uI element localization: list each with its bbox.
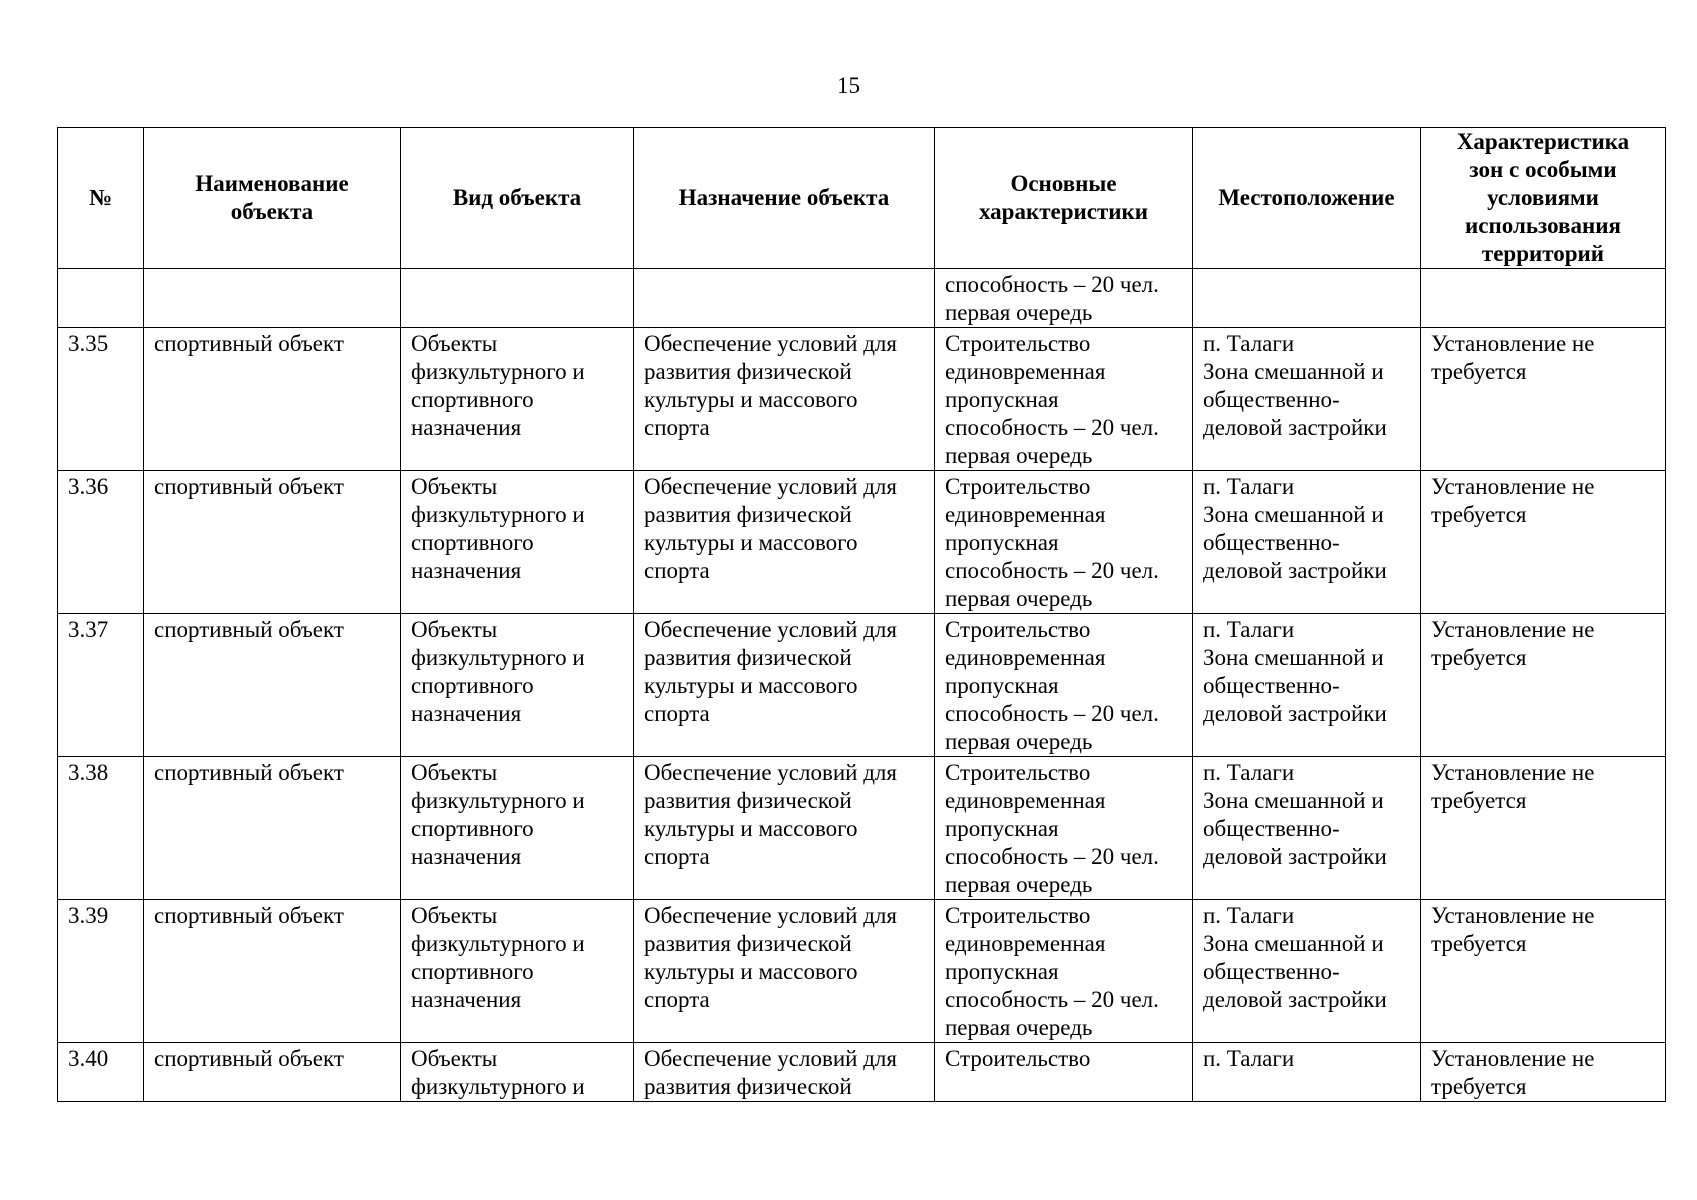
cell-text-line: пропускная: [945, 673, 1059, 698]
cell-main-characteristics: [935, 471, 1193, 614]
cell-object-type: [401, 328, 634, 471]
cell-text-line: Наименование: [195, 171, 349, 196]
cell-text-line: назначения: [411, 701, 522, 726]
cell-object-name: [144, 471, 401, 614]
cell-text-line: единовременная: [945, 645, 1106, 670]
cell-text-line: Объекты: [411, 903, 498, 928]
cell-object-type: [401, 269, 634, 328]
cell-text-line: №: [88, 185, 113, 210]
cell-text-line: физкультурного и: [411, 359, 585, 384]
cell-text-line: развития физической: [644, 645, 852, 670]
cell-text-line: назначения: [411, 415, 522, 440]
cell-text-line: Установление не: [1431, 474, 1595, 499]
cell-main-characteristics: [935, 757, 1193, 900]
cell-text-line: Строительство: [945, 903, 1091, 928]
cell-location: [1193, 269, 1421, 328]
cell-text-line: Строительство: [945, 474, 1091, 499]
cell-text-line: физкультурного и: [411, 502, 585, 527]
cell-text-line: спортивный объект: [154, 474, 344, 499]
cell-text-line: 3.40: [68, 1046, 109, 1071]
cell-text-line: требуется: [1431, 931, 1527, 956]
cell-object-name: [144, 328, 401, 471]
cell-text-line: Строительство: [945, 760, 1091, 785]
cell-text-line: п. Талаги: [1203, 1046, 1295, 1071]
cell-text-line: п. Талаги: [1203, 617, 1295, 642]
cell-text-line: физкультурного и: [411, 931, 585, 956]
cell-text-line: деловой застройки: [1203, 415, 1387, 440]
cell-number: [58, 757, 144, 900]
cell-text-line: назначения: [411, 987, 522, 1012]
table-body: [58, 269, 1666, 1102]
cell-text-line: первая очередь: [945, 443, 1093, 468]
cell-special-zones: [1421, 328, 1666, 471]
cell-object-name: [144, 614, 401, 757]
cell-text-line: деловой застройки: [1203, 987, 1387, 1012]
cell-object-name: [144, 269, 401, 328]
table-row: [58, 471, 1666, 614]
cell-text-line: Назначение объекта: [678, 185, 890, 210]
cell-text-line: условиями: [1487, 185, 1599, 210]
cell-text-line: спортивный объект: [154, 760, 344, 785]
cell-object-type: [401, 614, 634, 757]
cell-location: [1193, 757, 1421, 900]
header-special-zones: [1421, 128, 1666, 269]
cell-text-line: спорта: [644, 415, 710, 440]
table-row: [58, 1043, 1666, 1102]
cell-number: [58, 900, 144, 1043]
cell-text-line: физкультурного и: [411, 1074, 585, 1099]
cell-text-line: деловой застройки: [1203, 844, 1387, 869]
cell-number: [58, 614, 144, 757]
cell-number: [58, 1043, 144, 1102]
cell-text-line: зон с особыми: [1469, 157, 1617, 182]
cell-text-line: спортивный объект: [154, 903, 344, 928]
cell-object-purpose: [634, 1043, 935, 1102]
cell-text-line: Установление не: [1431, 760, 1595, 785]
cell-text-line: первая очередь: [945, 872, 1093, 897]
cell-object-type: [401, 757, 634, 900]
cell-text-line: Строительство: [945, 331, 1091, 356]
cell-text-line: Обеспечение условий для: [644, 617, 897, 642]
cell-text-line: п. Талаги: [1203, 903, 1295, 928]
cell-location: [1193, 614, 1421, 757]
header-location: [1193, 128, 1421, 269]
cell-special-zones: [1421, 1043, 1666, 1102]
cell-text-line: п. Талаги: [1203, 474, 1295, 499]
cell-text-line: способность – 20 чел.: [945, 558, 1159, 583]
cell-text-line: характеристики: [978, 199, 1149, 224]
cell-text-line: спортивного: [411, 673, 534, 698]
table-header: [58, 128, 1666, 269]
cell-text-line: 3.38: [68, 760, 109, 785]
cell-location: [1193, 328, 1421, 471]
cell-special-zones: [1421, 757, 1666, 900]
header-object-name: [144, 128, 401, 269]
cell-text-line: п. Талаги: [1203, 760, 1295, 785]
cell-text-line: Установление не: [1431, 903, 1595, 928]
cell-text-line: развития физической: [644, 359, 852, 384]
cell-text-line: Основные: [1010, 171, 1117, 196]
table-row: [58, 900, 1666, 1043]
cell-main-characteristics: [935, 900, 1193, 1043]
cell-text-line: Строительство: [945, 1046, 1091, 1071]
cell-text-line: деловой застройки: [1203, 701, 1387, 726]
header-object-purpose: [634, 128, 935, 269]
cell-text-line: первая очередь: [945, 300, 1093, 325]
cell-text-line: пропускная: [945, 387, 1059, 412]
cell-text-line: 3.37: [68, 617, 109, 642]
cell-text-line: деловой застройки: [1203, 558, 1387, 583]
cell-text-line: Зона смешанной и: [1203, 359, 1384, 384]
cell-object-type: [401, 900, 634, 1043]
cell-location: [1193, 900, 1421, 1043]
cell-text-line: назначения: [411, 844, 522, 869]
cell-text-line: способность – 20 чел.: [945, 987, 1159, 1012]
cell-object-purpose: [634, 269, 935, 328]
cell-main-characteristics: [935, 328, 1193, 471]
cell-text-line: Обеспечение условий для: [644, 331, 897, 356]
cell-special-zones: [1421, 269, 1666, 328]
cell-text-line: спорта: [644, 987, 710, 1012]
cell-text-line: спортивный объект: [154, 331, 344, 356]
cell-text-line: требуется: [1431, 1074, 1527, 1099]
cell-text-line: Зона смешанной и: [1203, 502, 1384, 527]
cell-text-line: Объекты: [411, 474, 498, 499]
cell-object-purpose: [634, 471, 935, 614]
cell-text-line: Объекты: [411, 760, 498, 785]
cell-text-line: Зона смешанной и: [1203, 931, 1384, 956]
cell-object-type: [401, 471, 634, 614]
cell-text-line: Характеристика: [1456, 129, 1630, 154]
cell-text-line: культуры и массового: [644, 530, 858, 555]
cell-text-line: физкультурного и: [411, 788, 585, 813]
cell-object-name: [144, 1043, 401, 1102]
cell-text-line: 3.36: [68, 474, 109, 499]
cell-main-characteristics: [935, 269, 1193, 328]
cell-location: [1193, 1043, 1421, 1102]
table-row: [58, 614, 1666, 757]
cell-text-line: способность – 20 чел.: [945, 701, 1159, 726]
cell-text-line: способность – 20 чел.: [945, 415, 1159, 440]
cell-text-line: первая очередь: [945, 586, 1093, 611]
cell-text-line: спортивного: [411, 816, 534, 841]
cell-text-line: Установление не: [1431, 1046, 1595, 1071]
cell-object-purpose: [634, 900, 935, 1043]
cell-text-line: Обеспечение условий для: [644, 903, 897, 928]
cell-text-line: требуется: [1431, 359, 1527, 384]
cell-text-line: общественно-: [1203, 959, 1340, 984]
cell-text-line: пропускная: [945, 816, 1059, 841]
cell-text-line: назначения: [411, 558, 522, 583]
cell-text-line: спортивный объект: [154, 1046, 344, 1071]
cell-text-line: Обеспечение условий для: [644, 474, 897, 499]
cell-number: [58, 471, 144, 614]
cell-text-line: пропускная: [945, 530, 1059, 555]
cell-text-line: Объекты: [411, 617, 498, 642]
cell-text-line: требуется: [1431, 502, 1527, 527]
cell-text-line: Установление не: [1431, 617, 1595, 642]
cell-main-characteristics: [935, 614, 1193, 757]
cell-text-line: объекта: [230, 199, 314, 224]
cell-text-line: Зона смешанной и: [1203, 645, 1384, 670]
cell-text-line: Местоположение: [1218, 185, 1395, 210]
cell-text-line: спортивного: [411, 530, 534, 555]
cell-text-line: развития физической: [644, 1074, 852, 1099]
header-row: [58, 128, 1666, 269]
cell-special-zones: [1421, 471, 1666, 614]
cell-text-line: физкультурного и: [411, 645, 585, 670]
cell-text-line: способность – 20 чел.: [945, 844, 1159, 869]
page-number: 15: [837, 73, 860, 98]
header-number: [58, 128, 144, 269]
cell-text-line: единовременная: [945, 788, 1106, 813]
cell-text-line: общественно-: [1203, 816, 1340, 841]
table-row-continuation: [58, 269, 1666, 328]
table-row: [58, 757, 1666, 900]
cell-text-line: культуры и массового: [644, 387, 858, 412]
cell-text-line: спорта: [644, 701, 710, 726]
cell-text-line: Объекты: [411, 331, 498, 356]
cell-text-line: единовременная: [945, 359, 1106, 384]
cell-text-line: использования: [1465, 213, 1621, 238]
header-object-type: [401, 128, 634, 269]
cell-text-line: развития физической: [644, 931, 852, 956]
cell-text-line: развития физической: [644, 502, 852, 527]
cell-text-line: Установление не: [1431, 331, 1595, 356]
cell-text-line: Объекты: [411, 1046, 498, 1071]
cell-text-line: территорий: [1481, 241, 1605, 266]
cell-text-line: спортивный объект: [154, 617, 344, 642]
cell-number: [58, 328, 144, 471]
cell-object-purpose: [634, 757, 935, 900]
cell-object-purpose: [634, 614, 935, 757]
table-row: [58, 328, 1666, 471]
cell-object-name: [144, 757, 401, 900]
cell-text-line: культуры и массового: [644, 673, 858, 698]
cell-text-line: Обеспечение условий для: [644, 760, 897, 785]
cell-text-line: культуры и массового: [644, 816, 858, 841]
cell-number: [58, 269, 144, 328]
cell-text-line: способность – 20 чел.: [945, 272, 1159, 297]
cell-text-line: общественно-: [1203, 387, 1340, 412]
cell-object-type: [401, 1043, 634, 1102]
cell-text-line: Строительство: [945, 617, 1091, 642]
cell-text-line: п. Талаги: [1203, 331, 1295, 356]
cell-text-line: Обеспечение условий для: [644, 1046, 897, 1071]
cell-text-line: пропускная: [945, 959, 1059, 984]
cell-text-line: 3.39: [68, 903, 109, 928]
cell-text-line: первая очередь: [945, 1015, 1093, 1040]
cell-text-line: спорта: [644, 558, 710, 583]
cell-text-line: общественно-: [1203, 530, 1340, 555]
cell-special-zones: [1421, 900, 1666, 1043]
cell-text-line: спортивного: [411, 959, 534, 984]
cell-object-name: [144, 900, 401, 1043]
cell-text-line: единовременная: [945, 931, 1106, 956]
cell-text-line: Вид объекта: [452, 185, 582, 210]
cell-text-line: общественно-: [1203, 673, 1340, 698]
cell-main-characteristics: [935, 1043, 1193, 1102]
cell-text-line: спорта: [644, 844, 710, 869]
cell-text-line: 3.35: [68, 331, 109, 356]
cell-text-line: единовременная: [945, 502, 1106, 527]
cell-location: [1193, 471, 1421, 614]
cell-text-line: требуется: [1431, 645, 1527, 670]
cell-text-line: Зона смешанной и: [1203, 788, 1384, 813]
header-main-characteristics: [935, 128, 1193, 269]
cell-text-line: развития физической: [644, 788, 852, 813]
cell-text-line: культуры и массового: [644, 959, 858, 984]
cell-object-purpose: [634, 328, 935, 471]
objects-table: [57, 127, 1666, 1102]
cell-text-line: первая очередь: [945, 729, 1093, 754]
cell-text-line: требуется: [1431, 788, 1527, 813]
cell-special-zones: [1421, 614, 1666, 757]
cell-text-line: спортивного: [411, 387, 534, 412]
